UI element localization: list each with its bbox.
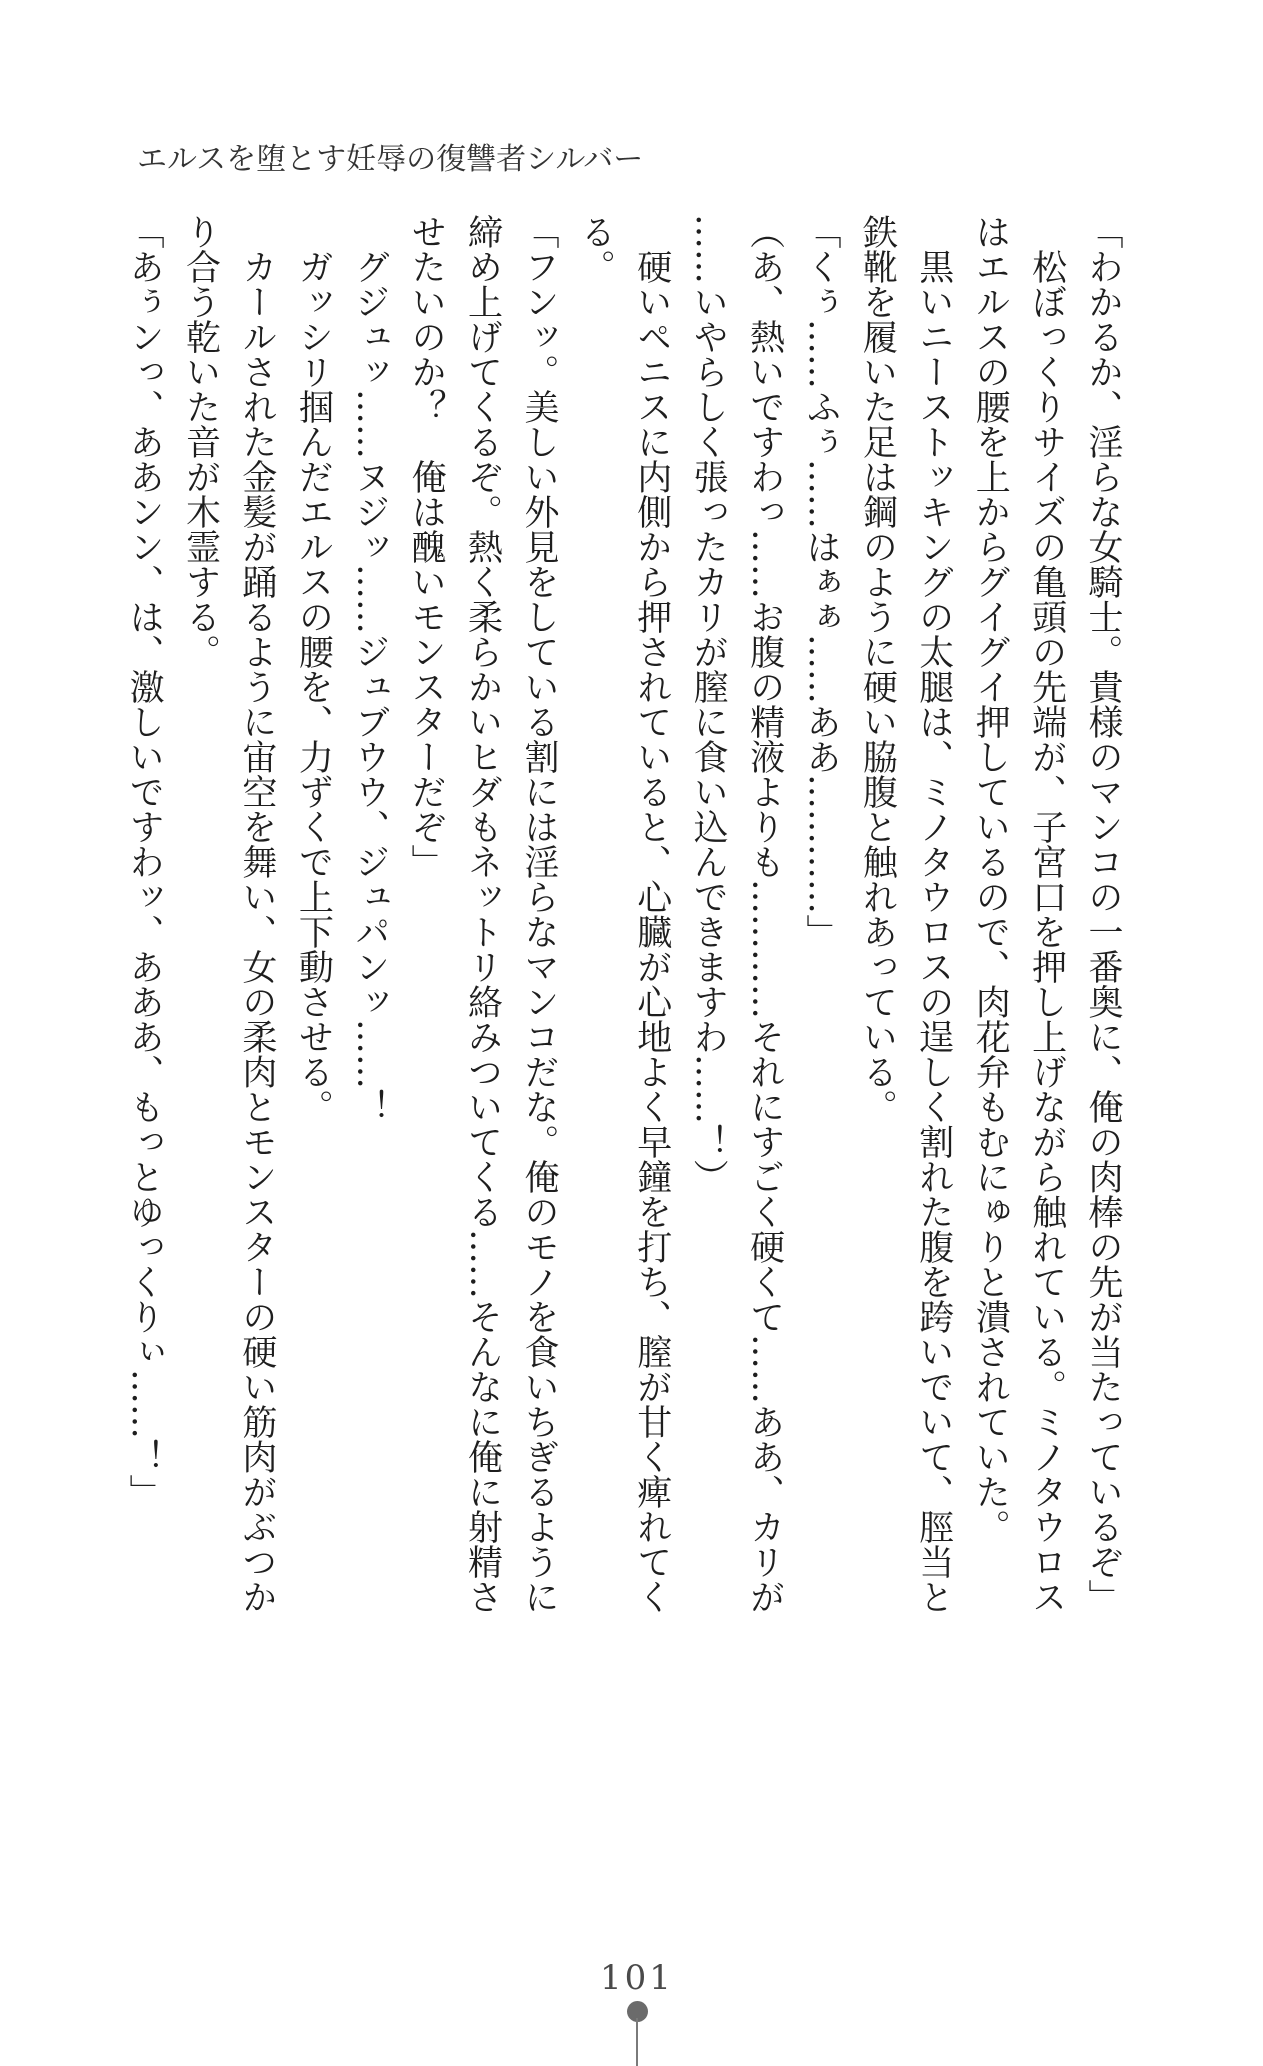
body-text bbox=[115, 214, 1131, 1626]
fold-marker-line bbox=[636, 2018, 638, 2066]
text-line: 締め上げてくるぞ。熱く柔らかいヒダもネットリ絡みついてくる……そんなに俺に射精さ bbox=[462, 214, 503, 1614]
text-line: 硬いペニスに内側から押されていると、心臓が心地よく早鐘を打ち、膣が甘く痺れてく bbox=[631, 214, 672, 1614]
text-line: 「あぅンっ、ああンン、は、激しいですわッ、あああ、もっとゆっくりぃ……！」 bbox=[124, 214, 165, 1509]
text-line: 黒いニーストッキングの太腿は、ミノタウロスの逞しく割れた腹を跨いでいて、脛当と bbox=[913, 214, 954, 1614]
text-line: カールされた金髪が踊るように宙空を舞い、女の柔肉とモンスターの硬い筋肉がぶつか bbox=[236, 214, 277, 1614]
text-line: 松ぼっくりサイズの亀頭の先端が、子宮口を押し上げながら触れている。ミノタウロス bbox=[1026, 214, 1067, 1614]
page-number: 101 bbox=[600, 1958, 674, 1998]
text-line: る。 bbox=[575, 214, 616, 284]
text-line: 「くぅ……ふぅ……はぁぁ……ああ…………」 bbox=[800, 214, 841, 949]
text-line: 鉄靴を履いた足は鋼のように硬い脇腹と触れあっている。 bbox=[857, 214, 898, 1124]
text-line: り合う乾いた音が木霊する。 bbox=[180, 214, 221, 669]
text-line: （あ、熱いですわっ……お腹の精液よりも…………それにすごく硬くて……ああ、カリが bbox=[744, 214, 785, 1614]
text-line: 「フンッ。美しい外見をしている割には淫らなマンコだな。俺のモノを食いちぎるように bbox=[518, 214, 559, 1614]
text-line: ガッシリ掴んだエルスの腰を、力ずくで上下動させる。 bbox=[293, 214, 334, 1124]
text-line: せたいのか？ 俺は醜いモンスターだぞ」 bbox=[406, 214, 447, 879]
text-line: 「わかるか、淫らな女騎士。貴様のマンコの一番奥に、俺の肉棒の先が当たっているぞ」 bbox=[1083, 214, 1123, 1614]
text-line: グジュッ……ヌジッ……ジュブウウ、ジュパンッ……！ bbox=[349, 214, 390, 1124]
text-line: はエルスの腰を上からグイグイ押しているので、肉花弁もむにゅりと潰されていた。 bbox=[970, 214, 1011, 1544]
text-line: ……いやらしく張ったカリが膣に食い込んできますわ……！） bbox=[688, 214, 729, 1194]
running-header-title: エルスを堕とす妊辱の復讐者シルバー bbox=[137, 142, 644, 177]
